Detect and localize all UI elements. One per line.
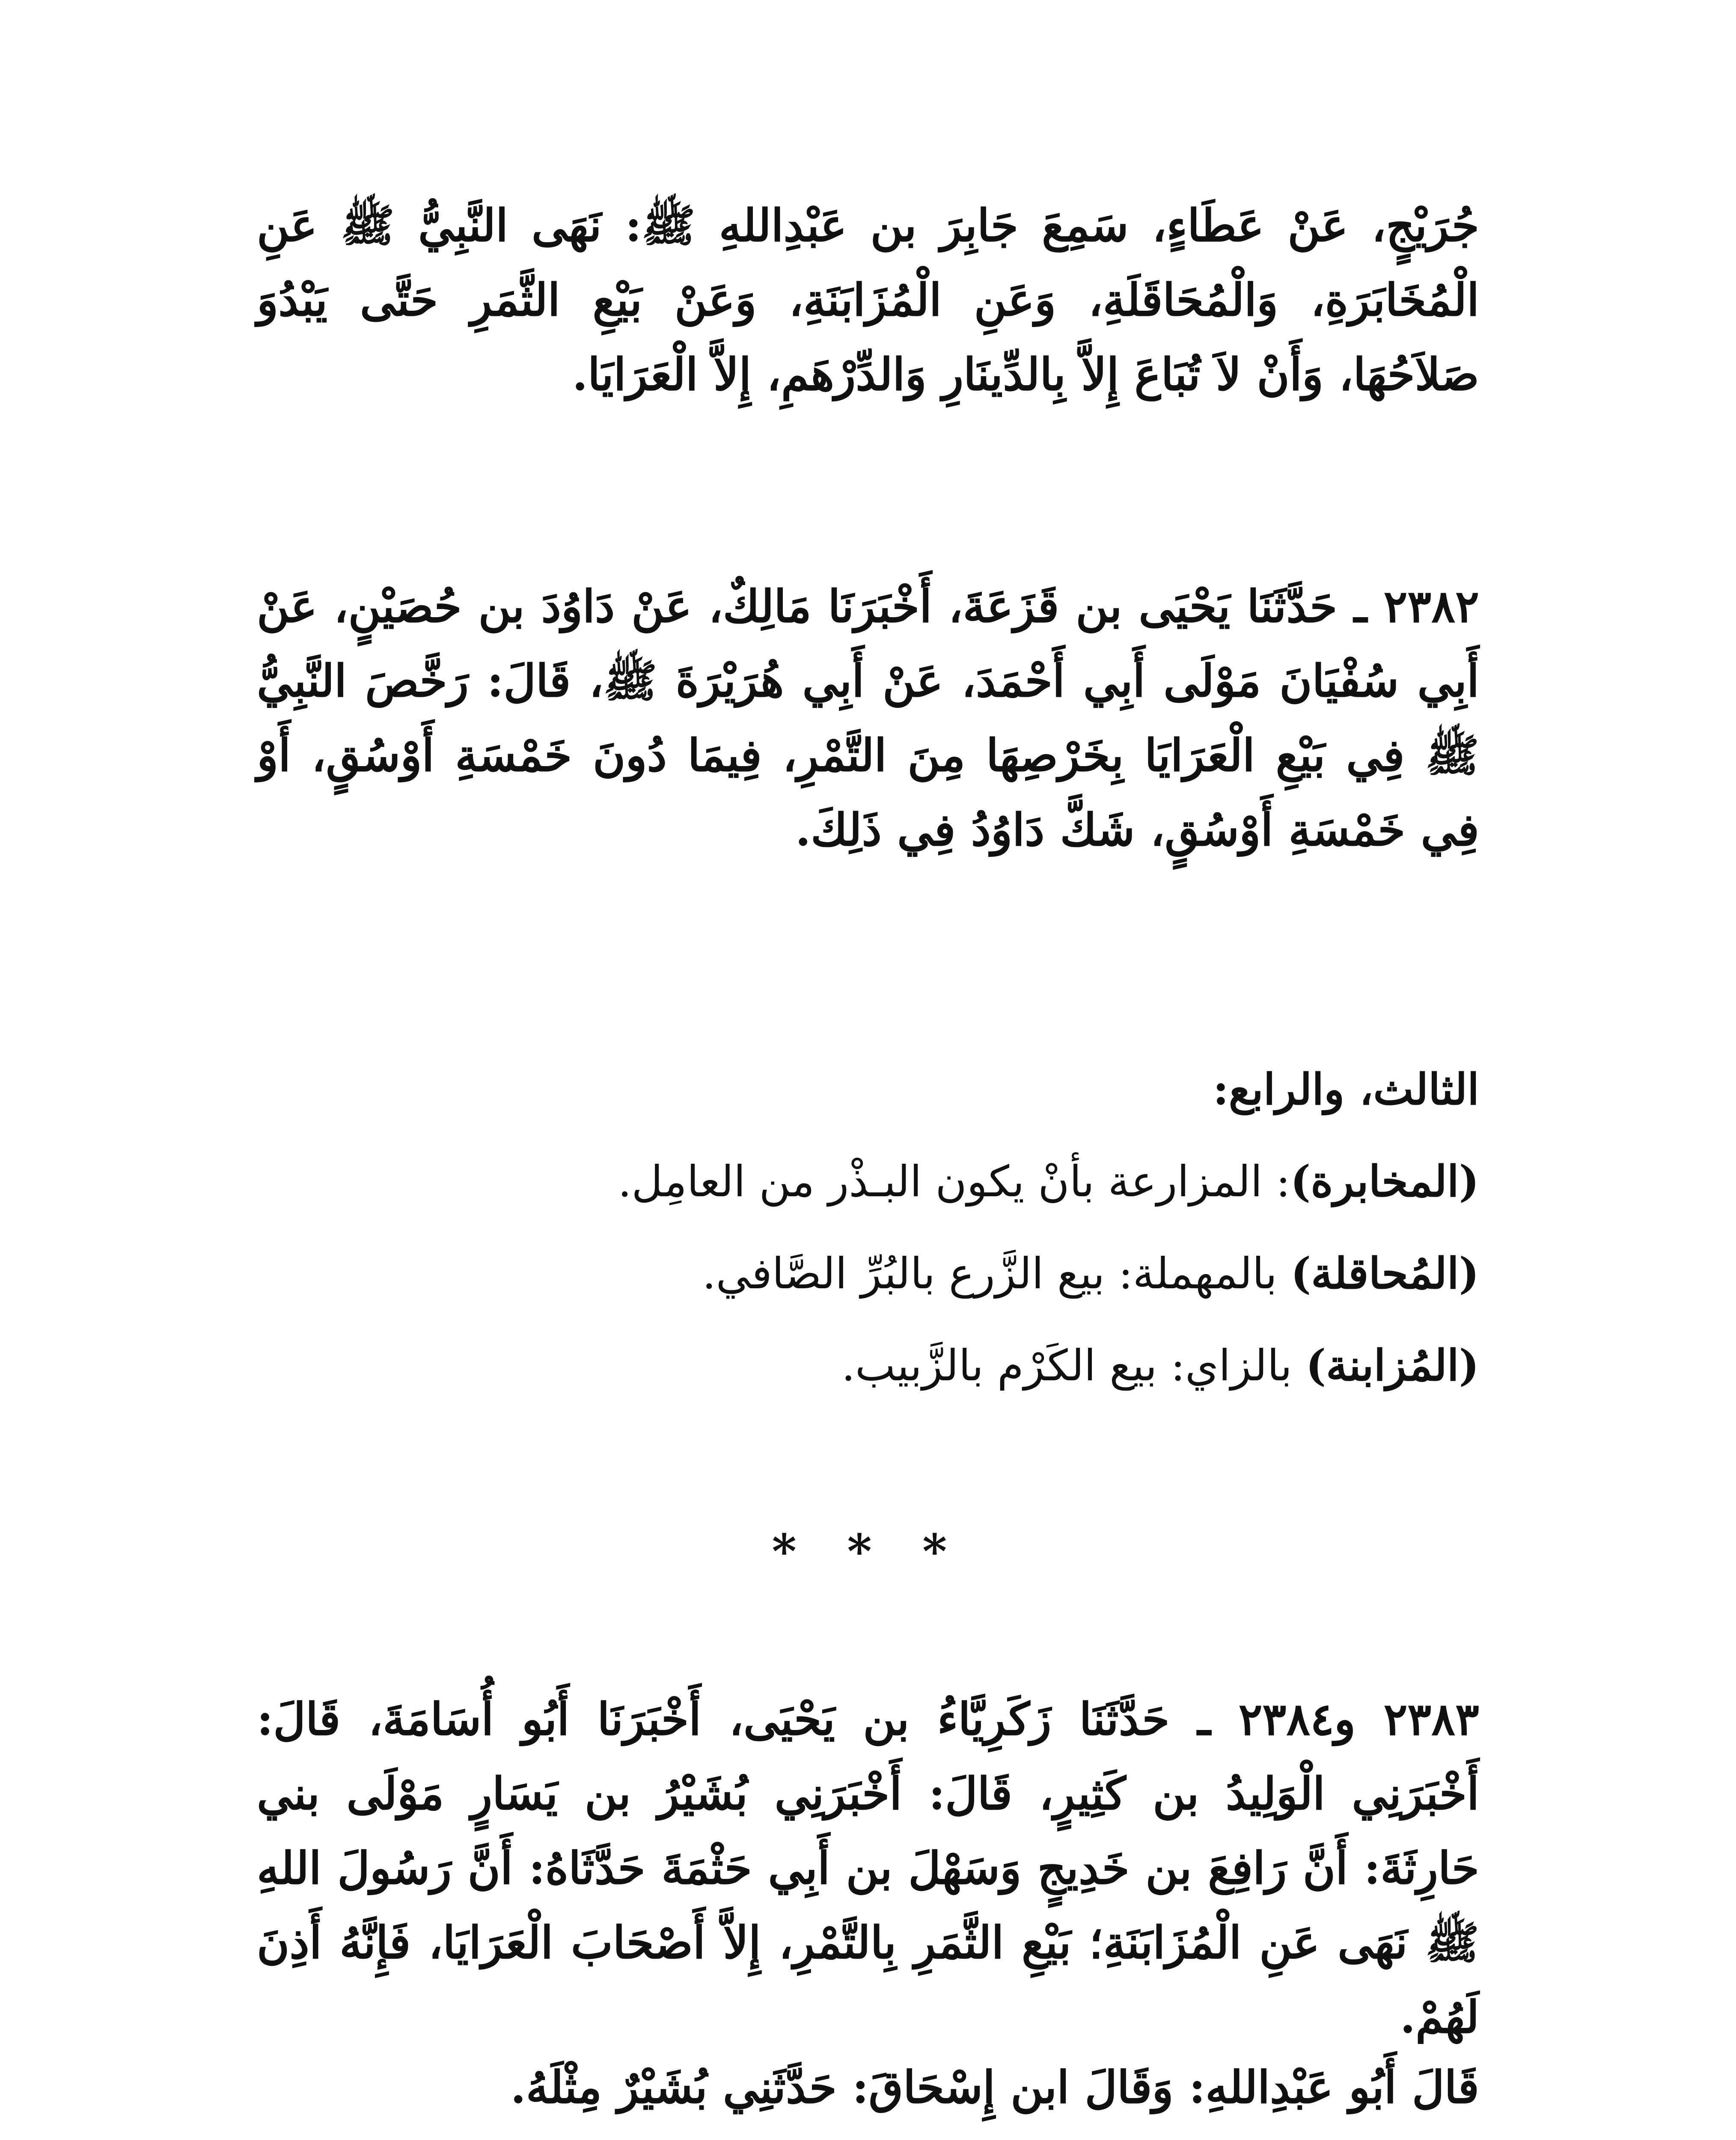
hadith-2383-paragraph: ٢٣٨٣ و٢٣٨٤ ـ حَدَّثَنَا زَكَرِيَّاءُ بن يَحْيَى، أَخْبَرَنَا أَبُو أُسَامَةَ، قَالَ: أَخْبَرَنِي الْوَلِيدُ بن كَثِيرٍ، قَالَ: أَخْبَرَنِي بُشَيْرُ بن يَسَارٍ مَوْلَى بني حَارِثَةَ: أَنَّ رَافِعَ بن خَدِيجٍ وَسَهْلَ بن أَبِي حَثْمَةَ حَدَّثَاهُ: أَنَّ رَسُولَ اللهِ ﷺ نَهَى عَنِ الْمُزَابَنَةِ؛ بَيْعِ الثَّمَرِ بِالتَّمْرِ، إِلاَّ أَصْحَابَ الْعَرَايَا، فَإِنَّهُ أَذِنَ لَهُمْ.: [257, 1693, 1479, 2043]
note-item-muhaqala: [257, 1241, 1479, 1333]
note-text: : المزارعة بأنْ يكون البـذْر من العامِل.: [618, 1156, 1290, 1207]
note-text: بالزاي: بيع الكَرْم بالزَّبيب.: [841, 1340, 1306, 1391]
note-text: بالمهملة: بيع الزَّرع بالبُرِّ الصَّافي.: [702, 1248, 1291, 1299]
hadith-2383-note: قَالَ أَبُو عَبْدِاللهِ: وَقَالَ ابن إِسْحَاقَ: حَدَّثَنِي بُشَيْرٌ مِثْلَهُ.: [510, 2061, 1479, 2113]
notes-heading: الثالث، والرابع:: [1213, 1064, 1479, 1115]
section-separator: * * *: [772, 1524, 964, 1579]
note-item-muzabana: [257, 1333, 1479, 1425]
note-term: (المُحاقلة): [1290, 1248, 1479, 1299]
hadith-continuation-paragraph: جُرَيْجٍ، عَنْ عَطَاءٍ، سَمِعَ جَابِرَ بن عَبْدِاللهِ ﷺ: نَهَى النَّبِيُّ ﷺ عَنِ الْمُخَابَرَةِ، وَالْمُحَاقَلَةِ، وَعَنِ الْمُزَابَنَةِ، وَعَنْ بَيْعِ الثَّمَرِ حَتَّى يَبْدُوَ صَلاَحُهَا، وَأَنْ لاَ تُبَاعَ إِلاَّ بِالدِّينَارِ وَالدِّرْهَمِ، إِلاَّ الْعَرَايَا.: [257, 199, 1479, 401]
hadith-2382-paragraph: ٢٣٨٢ ـ حَدَّثَنَا يَحْيَى بن قَزَعَةَ، أَخْبَرَنَا مَالِكٌ، عَنْ دَاوُدَ بن حُصَيْنٍ، عَنْ أَبِي سُفْيَانَ مَوْلَى أَبِي أَحْمَدَ، عَنْ أَبِي هُرَيْرَةَ ﷺ، قَالَ: رَخَّصَ النَّبِيُّ ﷺ فِي بَيْعِ الْعَرَايَا بِخَرْصِهَا مِنَ التَّمْرِ، فِيمَا دُونَ خَمْسَةِ أَوْسُقٍ، أَوْ فِي خَمْسَةِ أَوْسُقٍ، شَكَّ دَاوُدُ فِي ذَلِكَ.: [257, 580, 1479, 856]
note-item-mukhabara: [257, 1149, 1479, 1241]
note-term: (المُزابنة): [1305, 1340, 1479, 1391]
note-term: (المخابرة): [1290, 1156, 1479, 1207]
notes-section: [257, 1057, 1479, 1425]
